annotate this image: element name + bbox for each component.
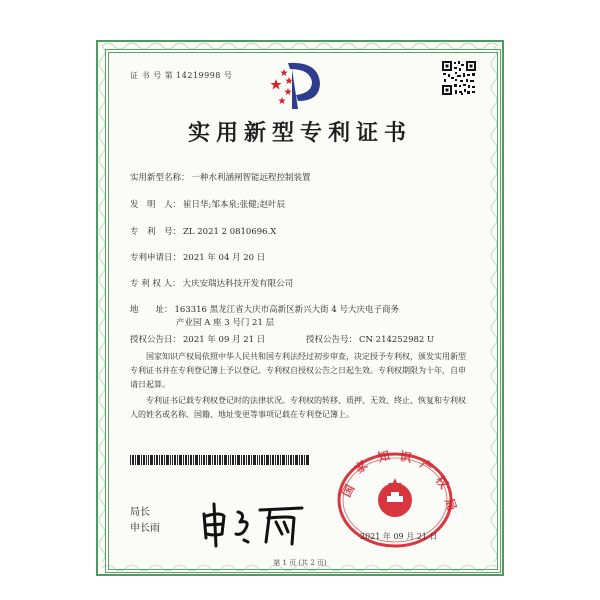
handwritten-signature [198,500,308,550]
certificate-title: 实用新型专利证书 [187,120,412,146]
field-value: CN 214252982 U [359,335,435,345]
field-patentee [130,277,293,289]
field-value: 2021 年 04 月 20 日 [183,253,266,263]
field-value: 崔日华;邹本泉;张健;赵叶辰 [183,200,286,210]
field-label: 实用新型名称： [130,173,190,183]
legal-status-paragraph: 专利证书记载专利权登记时的法律状况。专利权的转移、质押、无效、终止、恢复和专利权人的姓名或名称、国籍、地址变更等事项记载在专利登记簿上。 [130,396,466,419]
svg-text:产: 产 [417,456,436,475]
svg-text:权: 权 [432,473,452,492]
page-footer: 第 1 页 (共 2 页) [273,559,327,567]
field-address [130,303,399,315]
field-value: 大庆安瑞达科技开发有限公司 [182,279,294,289]
certificate-number: 证 书 号 第 14219998 号 [130,71,233,80]
field-label: 专 利 号： [130,227,182,237]
signer-title: 局长 [130,507,150,518]
barcode-icon [130,455,310,465]
field-grant-number [306,333,434,345]
grant-statement-paragraph: 国家知识产权局依照中华人民共和国专利法经过初步审查，决定授予专利权，颁发实用新型专利证书并在专利登记簿上予以登记。专利权自授权公告之日起生效。专利权期限为十年，自申请日起算。 [130,352,466,389]
address-line-2: 产业园 A 座 3 号门 21 层 [176,318,275,328]
field-application-date [130,251,265,263]
qr-code-icon [441,60,477,96]
field-label: 专 利 权 人： [130,279,181,289]
svg-text:国: 国 [339,482,358,500]
field-label: 授权公告日： [130,335,182,345]
field-value: 2021 年 09 月 21 日 [183,335,266,345]
svg-text:局: 局 [442,496,460,513]
seal-date: 2021 年 09 月 21 日 [360,532,438,541]
patent-office-emblem-icon [262,55,332,115]
svg-text:知: 知 [376,448,392,465]
svg-text:识: 识 [398,449,413,466]
svg-text:家: 家 [351,457,371,477]
field-label: 专利申请日： [130,253,182,263]
signer-name: 申长雨 [130,523,160,534]
field-patent-number [130,225,276,237]
field-label: 地 址： [130,305,173,315]
field-value: ZL 2021 2 0810696.X [183,227,277,237]
field-label: 发 明 人： [130,200,182,210]
field-utility-model-name [130,171,311,183]
address-line-1: 163316 黑龙江省大庆市高新区新兴大街 4 号大庆电子商务 [174,305,399,315]
field-value: 一种水利涵闸智能远程控制装置 [191,173,311,183]
field-grant-date [130,333,265,345]
field-label: 授权公告号： [306,335,358,345]
field-inventors [130,198,285,210]
